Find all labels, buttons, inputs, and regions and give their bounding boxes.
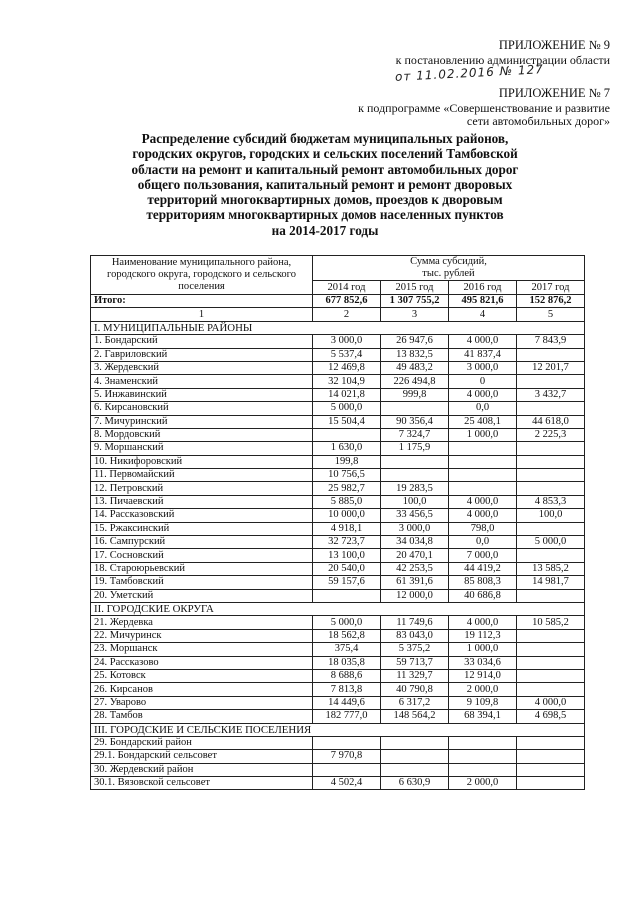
row-value: 5 000,0 <box>313 402 381 415</box>
row-value: 1 630,0 <box>313 442 381 455</box>
table-row <box>91 482 585 495</box>
row-value: 44 618,0 <box>517 415 585 428</box>
row-value: 226 494,8 <box>381 375 449 388</box>
table-row <box>91 361 585 374</box>
row-value <box>449 736 517 749</box>
row-value: 44 419,2 <box>449 562 517 575</box>
row-value: 3 000,0 <box>381 522 449 535</box>
title-line: территориям многоквартирных домов населенных пунктов <box>146 207 504 223</box>
row-value: 5 000,0 <box>313 616 381 629</box>
row-value: 40 790,8 <box>381 683 449 696</box>
section-row <box>91 723 585 736</box>
row-value: 3 432,7 <box>517 388 585 401</box>
row-value: 798,0 <box>449 522 517 535</box>
row-value: 4 698,5 <box>517 710 585 723</box>
year-header: 2017 год <box>517 281 585 295</box>
row-value <box>381 402 449 415</box>
table-row <box>91 736 585 749</box>
section-row <box>91 602 585 615</box>
table-row <box>91 442 585 455</box>
row-value: 14 449,6 <box>313 696 381 709</box>
table-row <box>91 576 585 589</box>
row-value <box>517 656 585 669</box>
row-value: 1 175,9 <box>381 442 449 455</box>
table-row <box>91 696 585 709</box>
row-value: 19 283,5 <box>381 482 449 495</box>
row-name: 30. Жердевский район <box>91 763 313 776</box>
row-value <box>517 482 585 495</box>
row-name: 1. Бондарский <box>91 335 313 348</box>
row-value: 2 225,3 <box>517 428 585 441</box>
row-name: 9. Моршанский <box>91 442 313 455</box>
sum-column-header <box>313 256 585 281</box>
row-value: 68 394,1 <box>449 710 517 723</box>
row-value: 3 000,0 <box>313 335 381 348</box>
row-name: 2. Гавриловский <box>91 348 313 361</box>
row-value <box>517 375 585 388</box>
row-value: 42 253,5 <box>381 562 449 575</box>
row-value: 85 808,3 <box>449 576 517 589</box>
row-name: 26. Кирсанов <box>91 683 313 696</box>
row-name: 29.1. Бондарский сельсовет <box>91 750 313 763</box>
row-value <box>517 643 585 656</box>
row-value: 0,0 <box>449 536 517 549</box>
row-value: 12 201,7 <box>517 361 585 374</box>
row-value: 4 918,1 <box>313 522 381 535</box>
row-value: 32 723,7 <box>313 536 381 549</box>
row-value: 12 914,0 <box>449 669 517 682</box>
row-name: 13. Пичаевский <box>91 495 313 508</box>
row-value: 11 749,6 <box>381 616 449 629</box>
total-row <box>91 295 585 308</box>
table-row <box>91 348 585 361</box>
sum-header-line1: Сумма субсидий, <box>410 256 487 268</box>
row-value: 41 837,4 <box>449 348 517 361</box>
row-value: 7 813,8 <box>313 683 381 696</box>
row-value <box>313 428 381 441</box>
row-name: 8. Мордовский <box>91 428 313 441</box>
row-name: 29. Бондарский район <box>91 736 313 749</box>
table-row <box>91 522 585 535</box>
row-value: 83 043,0 <box>381 629 449 642</box>
row-value: 6 630,9 <box>381 777 449 790</box>
row-name: 28. Тамбов <box>91 710 313 723</box>
table-row <box>91 710 585 723</box>
table-row <box>91 388 585 401</box>
total-value: 677 852,6 <box>313 295 381 308</box>
row-value: 0 <box>449 375 517 388</box>
row-value <box>449 442 517 455</box>
column-number: 5 <box>517 308 585 321</box>
row-name: 16. Сампурский <box>91 536 313 549</box>
row-name: 3. Жердевский <box>91 361 313 374</box>
row-value: 9 109,8 <box>449 696 517 709</box>
row-value <box>449 750 517 763</box>
row-value: 4 502,4 <box>313 777 381 790</box>
row-value: 4 000,0 <box>449 388 517 401</box>
row-value: 13 585,2 <box>517 562 585 575</box>
row-value: 14 981,7 <box>517 576 585 589</box>
row-value: 4 853,3 <box>517 495 585 508</box>
year-header: 2015 год <box>381 281 449 295</box>
row-value: 2 000,0 <box>449 683 517 696</box>
title-line: на 2014-2017 годы <box>271 222 379 238</box>
year-header: 2016 год <box>449 281 517 295</box>
row-value: 7 970,8 <box>313 750 381 763</box>
row-value: 4 000,0 <box>449 616 517 629</box>
row-value <box>517 455 585 468</box>
row-value: 7 324,7 <box>381 428 449 441</box>
row-value: 148 564,2 <box>381 710 449 723</box>
resolution-reference: к постановлению администрации области <box>395 53 610 67</box>
column-number: 3 <box>381 308 449 321</box>
row-value: 40 686,8 <box>449 589 517 602</box>
table-row <box>91 469 585 482</box>
row-value: 0,0 <box>449 402 517 415</box>
table-row <box>91 495 585 508</box>
row-value <box>517 469 585 482</box>
row-value: 14 021,8 <box>313 388 381 401</box>
row-name: 11. Первомайский <box>91 469 313 482</box>
row-value <box>517 589 585 602</box>
row-value: 4 000,0 <box>449 509 517 522</box>
table-row <box>91 562 585 575</box>
row-value: 199,8 <box>313 455 381 468</box>
row-value: 11 329,7 <box>381 669 449 682</box>
table-row <box>91 616 585 629</box>
title-line: области на ремонт и капитальный ремонт автомобильных дорог <box>131 161 519 177</box>
row-value: 20 470,1 <box>381 549 449 562</box>
table-row <box>91 536 585 549</box>
section-title: II. ГОРОДСКИЕ ОКРУГА <box>91 602 585 615</box>
row-value: 1 000,0 <box>449 428 517 441</box>
title-line: Распределение субсидий бюджетам муниципальных районов, <box>141 131 509 146</box>
row-value <box>313 736 381 749</box>
appendix-9-heading: ПРИЛОЖЕНИЕ № 9 <box>498 38 610 52</box>
column-number: 4 <box>449 308 517 321</box>
row-value: 33 034,6 <box>449 656 517 669</box>
row-value: 999,8 <box>381 388 449 401</box>
row-value: 18 562,8 <box>313 629 381 642</box>
total-label: Итого: <box>91 295 313 308</box>
year-header: 2014 год <box>313 281 381 295</box>
row-value: 2 000,0 <box>449 777 517 790</box>
title-line: территорий многоквартирных домов, проездов к дворовым <box>147 192 503 208</box>
row-value: 375,4 <box>313 643 381 656</box>
row-value <box>449 763 517 776</box>
row-value: 12 469,8 <box>313 361 381 374</box>
column-number: 1 <box>91 308 313 321</box>
row-name: 20. Уметский <box>91 589 313 602</box>
row-value <box>517 629 585 642</box>
row-value: 90 356,4 <box>381 415 449 428</box>
row-value: 182 777,0 <box>313 710 381 723</box>
table-row <box>91 683 585 696</box>
row-value <box>381 469 449 482</box>
column-number-row <box>91 308 585 321</box>
row-value: 59 713,7 <box>381 656 449 669</box>
row-value <box>449 455 517 468</box>
row-value: 33 456,5 <box>381 509 449 522</box>
row-name: 5. Инжавинский <box>91 388 313 401</box>
header-row <box>91 256 585 281</box>
row-value: 20 540,0 <box>313 562 381 575</box>
column-number: 2 <box>313 308 381 321</box>
row-value <box>517 777 585 790</box>
row-value <box>381 750 449 763</box>
table-row <box>91 455 585 468</box>
row-value: 10 756,5 <box>313 469 381 482</box>
row-value: 61 391,6 <box>381 576 449 589</box>
sum-header-line2: тыс. рублей <box>422 268 475 280</box>
row-value: 4 000,0 <box>449 495 517 508</box>
subsidies-table-body <box>91 256 585 790</box>
row-value: 59 157,6 <box>313 576 381 589</box>
table-row <box>91 777 585 790</box>
table-row <box>91 629 585 642</box>
row-name: 15. Ржаксинский <box>91 522 313 535</box>
row-value <box>449 482 517 495</box>
row-name: 27. Уварово <box>91 696 313 709</box>
row-value: 10 585,2 <box>517 616 585 629</box>
row-name: 12. Петровский <box>91 482 313 495</box>
row-value: 10 000,0 <box>313 509 381 522</box>
row-name: 30.1. Вязовской сельсовет <box>91 777 313 790</box>
row-value <box>517 402 585 415</box>
row-name: 19. Тамбовский <box>91 576 313 589</box>
row-value: 18 035,8 <box>313 656 381 669</box>
table-row <box>91 750 585 763</box>
row-value: 13 832,5 <box>381 348 449 361</box>
row-name: 6. Кирсановский <box>91 402 313 415</box>
row-name: 24. Рассказово <box>91 656 313 669</box>
row-value <box>313 589 381 602</box>
row-value <box>517 750 585 763</box>
row-value <box>517 522 585 535</box>
appendix-7-heading: ПРИЛОЖЕНИЕ № 7 <box>498 86 610 100</box>
row-value: 3 000,0 <box>449 361 517 374</box>
row-value <box>381 455 449 468</box>
total-value: 495 821,6 <box>449 295 517 308</box>
row-value: 5 000,0 <box>517 536 585 549</box>
total-value: 152 876,2 <box>517 295 585 308</box>
table-row <box>91 509 585 522</box>
row-name: 22. Мичуринск <box>91 629 313 642</box>
row-value: 25 982,7 <box>313 482 381 495</box>
title-line: городских округов, городских и сельских поселений Тамбовской <box>132 146 518 162</box>
row-name: 17. Сосновский <box>91 549 313 562</box>
table-row <box>91 428 585 441</box>
row-value <box>313 763 381 776</box>
table-row <box>91 656 585 669</box>
row-value <box>517 763 585 776</box>
table-row <box>91 763 585 776</box>
table-row <box>91 402 585 415</box>
row-value: 6 317,2 <box>381 696 449 709</box>
row-value: 49 483,2 <box>381 361 449 374</box>
row-value: 1 000,0 <box>449 643 517 656</box>
row-value: 100,0 <box>517 509 585 522</box>
row-value: 13 100,0 <box>313 549 381 562</box>
row-value <box>517 549 585 562</box>
row-value <box>381 736 449 749</box>
row-value: 15 504,4 <box>313 415 381 428</box>
subprogram-reference-line1: к подпрограмме «Совершенствование и развитие <box>358 101 610 115</box>
row-value: 5 885,0 <box>313 495 381 508</box>
row-name: 7. Мичуринский <box>91 415 313 428</box>
name-column-header: Наименование муниципального района, городского округа, городского и сельского поселения <box>91 256 313 295</box>
row-value <box>381 763 449 776</box>
table-row <box>91 375 585 388</box>
row-value <box>517 736 585 749</box>
row-name: 23. Моршанск <box>91 643 313 656</box>
row-name: 10. Никифоровский <box>91 455 313 468</box>
row-value: 7 843,9 <box>517 335 585 348</box>
row-value <box>517 669 585 682</box>
section-title: III. ГОРОДСКИЕ И СЕЛЬСКИЕ ПОСЕЛЕНИЯ <box>91 723 585 736</box>
table-row <box>91 415 585 428</box>
subsidies-table <box>90 255 585 790</box>
handwritten-date-number: от 11.02.2016 № 127 <box>394 62 545 84</box>
row-value: 8 688,6 <box>313 669 381 682</box>
table-row <box>91 669 585 682</box>
section-title: I. МУНИЦИПАЛЬНЫЕ РАЙОНЫ <box>91 321 585 334</box>
table-row <box>91 643 585 656</box>
subprogram-reference-line2: сети автомобильных дорог» <box>466 114 610 128</box>
section-row <box>91 321 585 334</box>
table-row <box>91 589 585 602</box>
row-value: 26 947,6 <box>381 335 449 348</box>
row-value <box>517 348 585 361</box>
total-value: 1 307 755,2 <box>381 295 449 308</box>
row-value: 5 375,2 <box>381 643 449 656</box>
row-value: 100,0 <box>381 495 449 508</box>
row-value: 34 034,8 <box>381 536 449 549</box>
row-value <box>517 442 585 455</box>
document-title <box>95 131 555 238</box>
row-value: 19 112,3 <box>449 629 517 642</box>
row-value: 25 408,1 <box>449 415 517 428</box>
row-name: 21. Жердевка <box>91 616 313 629</box>
row-value: 12 000,0 <box>381 589 449 602</box>
row-value: 4 000,0 <box>517 696 585 709</box>
row-value: 7 000,0 <box>449 549 517 562</box>
row-value <box>517 683 585 696</box>
row-name: 18. Староюрьевский <box>91 562 313 575</box>
row-value: 4 000,0 <box>449 335 517 348</box>
row-name: 14. Рассказовский <box>91 509 313 522</box>
row-value: 32 104,9 <box>313 375 381 388</box>
table-row <box>91 549 585 562</box>
row-value <box>449 469 517 482</box>
row-value: 5 537,4 <box>313 348 381 361</box>
row-name: 4. Знаменский <box>91 375 313 388</box>
row-name: 25. Котовск <box>91 669 313 682</box>
table-row <box>91 335 585 348</box>
title-line: общего пользования, капитальный ремонт и ремонт дворовых <box>137 176 513 192</box>
